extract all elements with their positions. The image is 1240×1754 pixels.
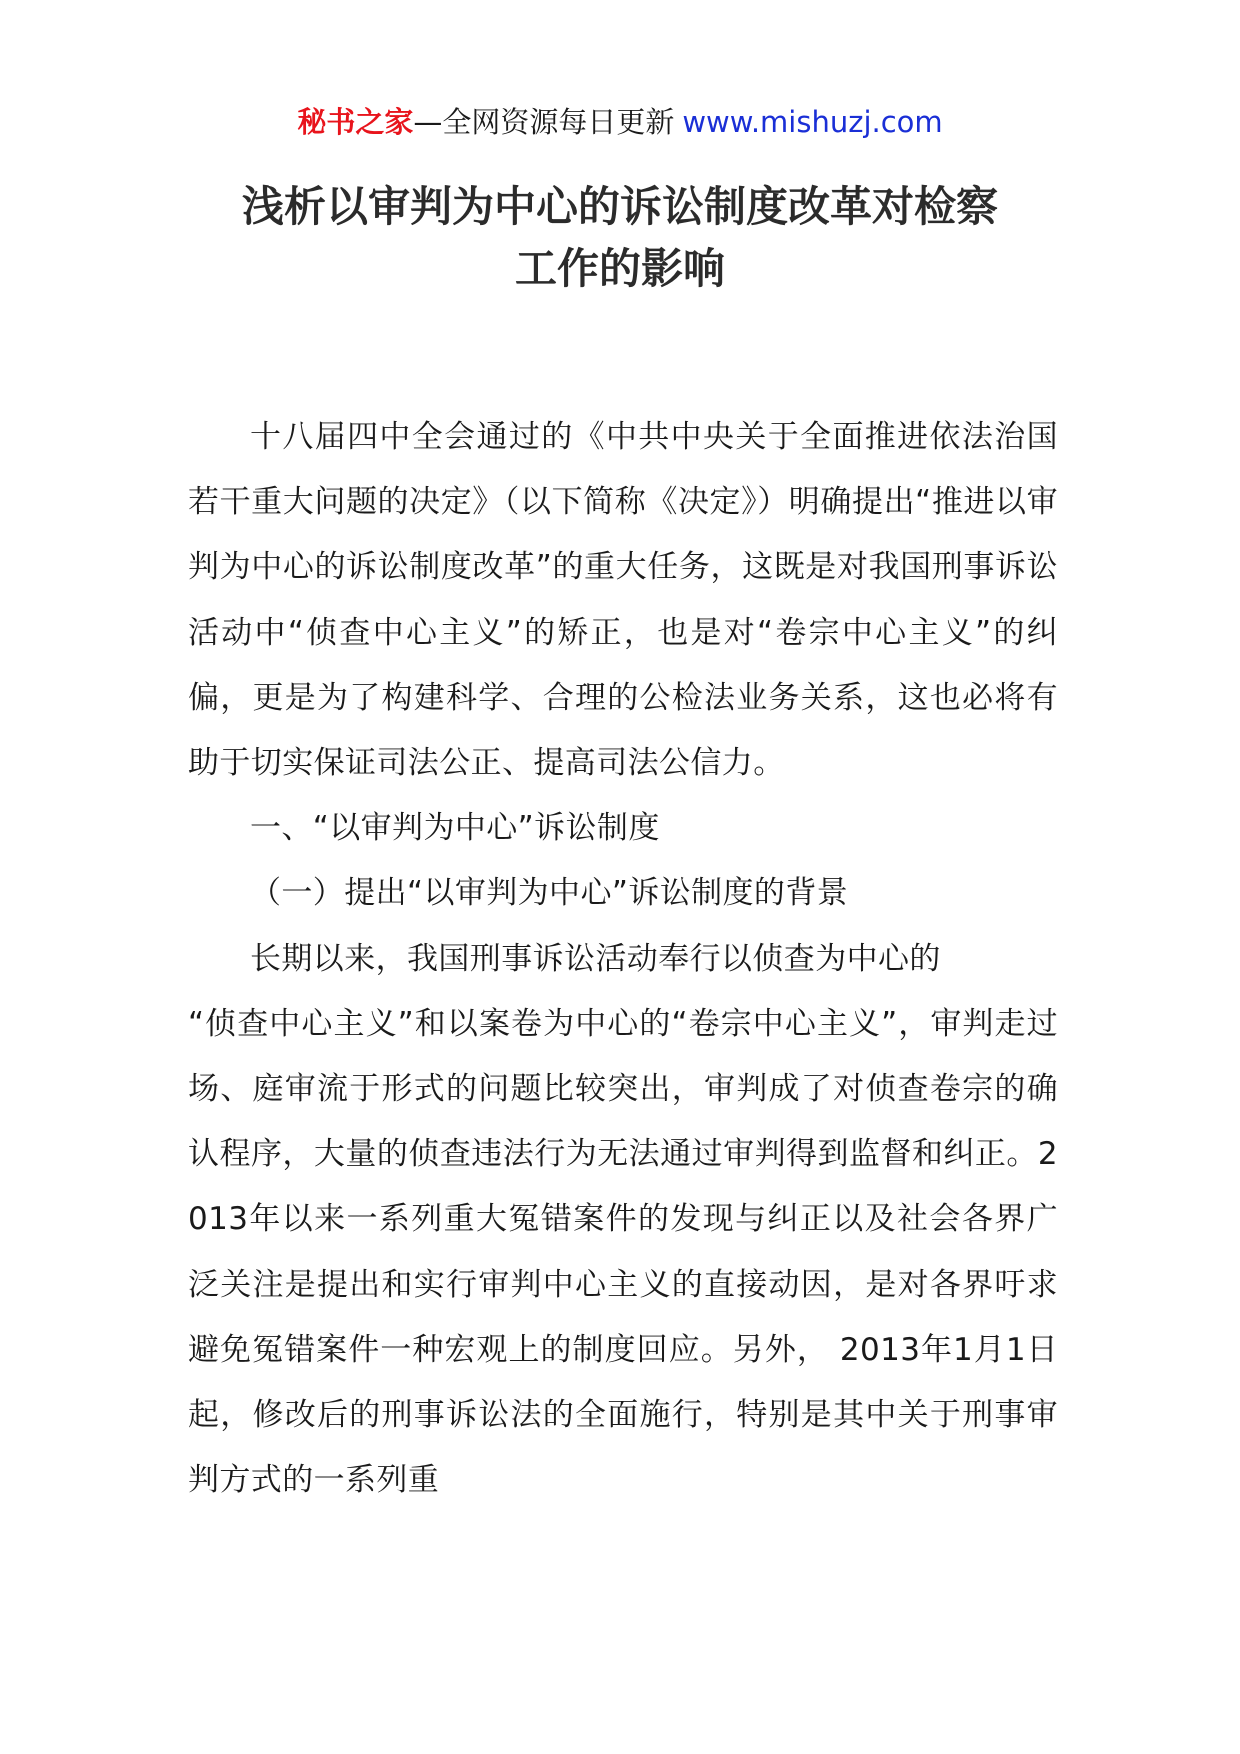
paragraph-intro: 十八届四中全会通过的《中共中央关于全面推进依法治国若干重大问题的决定》（以下简称《决定》）明确提出“推进以审判为中心的诉讼制度改革”的重大任务，这既是对我国刑事诉讼活动中“侦查中心主义”的矫正，也是对“卷宗中心主义”的纠偏，更是为了构建科学、合理的公检法业务关系，这也必将有助于切实保证司法公正、提高司法公信力。 — [188, 419, 1058, 782]
site-url-link[interactable]: www.mishuzj.com — [682, 105, 943, 139]
document-body — [188, 405, 1058, 1513]
document-title — [150, 176, 1090, 300]
paragraph-background-start: 长期以来，我国刑事诉讼活动奉行以侦查为中心的 — [250, 940, 941, 977]
section-heading-1: 一、“以审判为中心”诉讼制度 — [250, 810, 660, 847]
paragraph-background-body: “侦查中心主义”和以案卷为中心的“卷宗中心主义”，审判走过场、庭审流于形式的问题比较突出，审判成了对侦查卷宗的确认程序，大量的侦查违法行为无法通过审判得到监督和纠正。2013年以来一系列重大冤错案件的发现与纠正以及社会各界广泛关注是提出和实行审判中心主义的直接动因，是对各界吁求避免冤错案件一种宏观上的制度回应。另外， 2013年1月1日起，修改后的刑事诉讼法的全面施行，特别是其中关于刑事审判方式的一系列重 — [188, 1005, 1058, 1499]
brand-name: 秘书之家 — [297, 105, 414, 139]
subsection-heading-1: （一）提出“以审判为中心”诉讼制度的背景 — [250, 875, 849, 912]
title-line-1: 浅析以审判为中心的诉讼制度改革对检察 — [241, 182, 998, 231]
site-header — [0, 102, 1240, 142]
title-line-2: 工作的影响 — [514, 244, 725, 293]
header-slogan: —全网资源每日更新 — [413, 105, 675, 139]
